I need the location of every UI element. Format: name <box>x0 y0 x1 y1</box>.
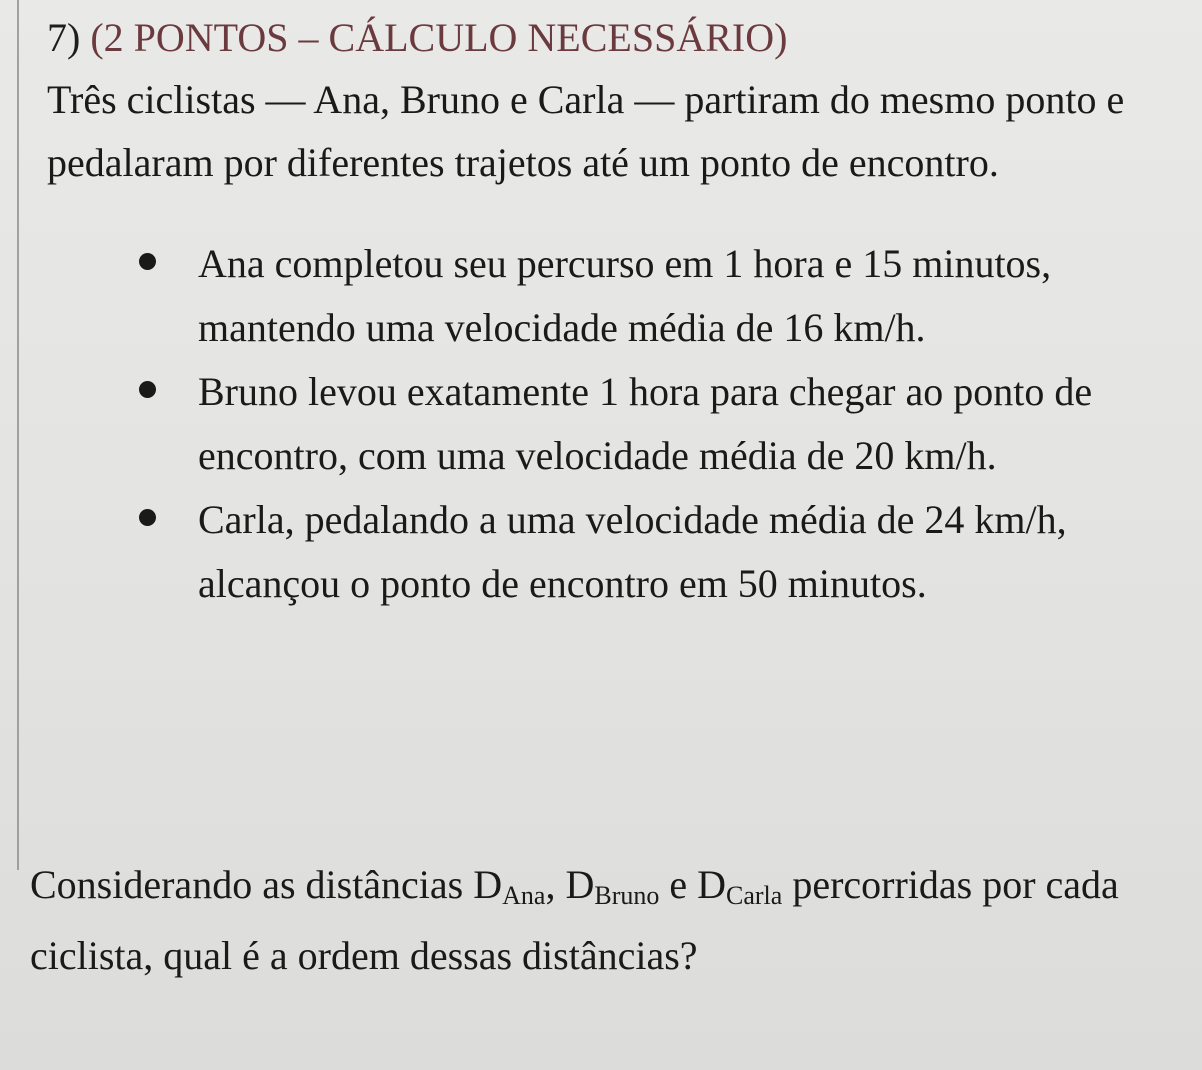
question-prompt <box>30 852 1180 989</box>
question-title <box>47 14 787 62</box>
question-suffix: percorridas por cada ciclista, qual é a ordem dessas distâncias? <box>30 862 1119 978</box>
distance-bruno-symbol: D <box>565 862 595 907</box>
list-item-carla <box>0 488 1158 616</box>
cyclist-list <box>0 232 1202 616</box>
list-item-text: Ana completou seu percurso em 1 hora e 15 minutos, mantendo uma velocidade média de 16 km/h. <box>198 241 1052 350</box>
bullet-icon <box>139 253 156 270</box>
distance-ana-symbol: D <box>473 862 503 907</box>
question-points: (2 PONTOS – CÁLCULO NECESSÁRIO) <box>90 15 788 60</box>
list-item-text: Carla, pedalando a uma velocidade média de 24 km/h, alcançou o ponto de encontro em 50 minutos. <box>198 497 1067 606</box>
list-item-text: Bruno levou exatamente 1 hora para chegar ao ponto de encontro, com uma velocidade média de 20 km/h. <box>198 369 1093 478</box>
separator: , <box>545 862 566 907</box>
distance-carla-symbol: D <box>697 862 727 907</box>
separator: e <box>659 862 698 907</box>
distance-carla-subscript: Carla <box>726 881 783 910</box>
question-number: 7) <box>47 15 81 60</box>
question-prefix: Considerando as distâncias <box>30 862 474 907</box>
bullet-icon <box>139 509 156 526</box>
problem-intro: Três ciclistas — Ana, Bruno e Carla — partiram do mesmo ponto e pedalaram por diferentes trajetos até um ponto de encontro. <box>47 77 1125 185</box>
list-item-bruno <box>0 360 1158 488</box>
distance-ana-subscript: Ana <box>502 881 546 910</box>
list-item-ana <box>0 232 1158 360</box>
distance-bruno-subscript: Bruno <box>594 881 660 910</box>
bullet-icon <box>139 381 156 398</box>
